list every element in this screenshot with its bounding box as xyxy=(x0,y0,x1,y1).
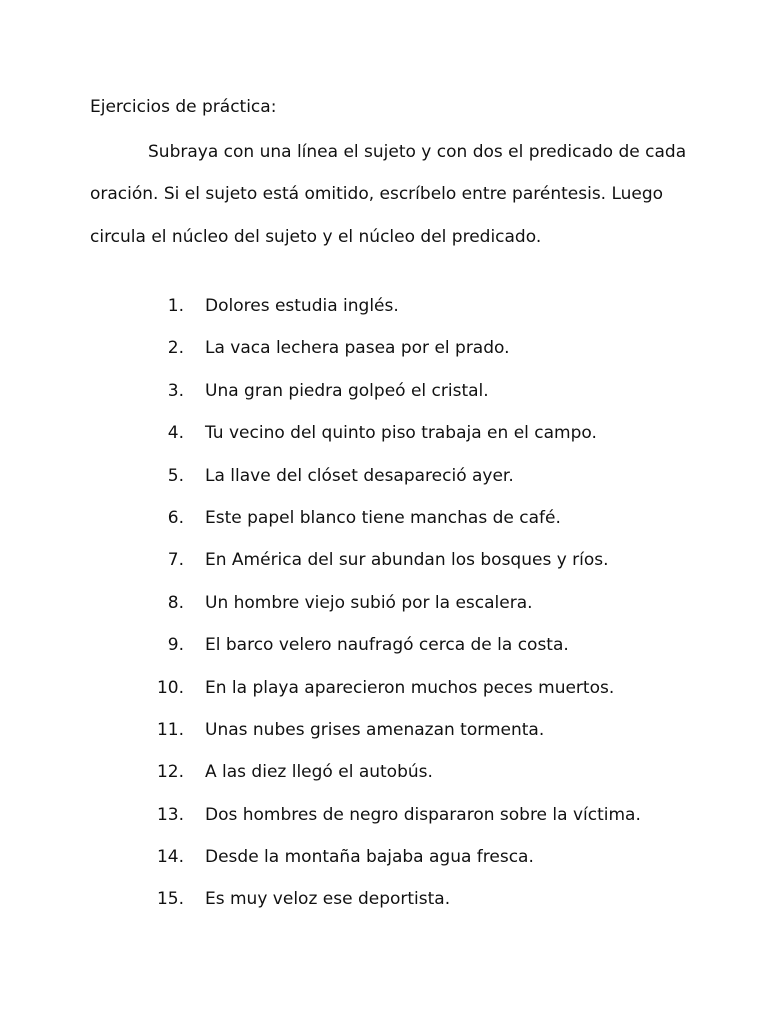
exercise-item xyxy=(150,548,710,590)
item-number: 4. xyxy=(167,423,184,444)
item-number: 15. xyxy=(156,889,184,910)
exercise-item xyxy=(150,718,710,760)
exercise-item xyxy=(150,421,710,463)
item-number: 7. xyxy=(167,550,184,571)
exercise-item xyxy=(150,591,710,633)
item-sentence: La llave del clóset desapareció ayer. xyxy=(205,465,514,486)
exercise-item xyxy=(150,379,710,421)
exercise-item xyxy=(150,845,710,887)
exercise-item xyxy=(150,336,710,378)
item-number: 5. xyxy=(167,465,184,486)
instructions-line: circula el núcleo del sujeto y el núcleo del predicado. xyxy=(90,227,542,247)
item-number: 9. xyxy=(167,635,184,656)
exercise-item xyxy=(150,676,710,718)
item-sentence: Dos hombres de negro dispararon sobre la víctima. xyxy=(205,804,641,825)
item-number: 1. xyxy=(167,296,184,316)
exercise-item xyxy=(150,294,710,336)
exercise-item xyxy=(150,887,710,929)
item-number: 11. xyxy=(156,719,184,740)
item-number: 12. xyxy=(156,762,184,783)
exercise-item xyxy=(150,760,710,802)
exercise-item xyxy=(150,803,710,845)
page-heading: Ejercicios de práctica: xyxy=(90,97,277,117)
exercise-item xyxy=(150,633,710,675)
item-sentence: Este papel blanco tiene manchas de café. xyxy=(205,507,561,528)
item-sentence: La vaca lechera pasea por el prado. xyxy=(205,338,510,359)
item-sentence: Un hombre viejo subió por la escalera. xyxy=(205,592,533,613)
item-number: 2. xyxy=(167,338,184,359)
item-number: 8. xyxy=(167,592,184,613)
item-number: 6. xyxy=(167,507,184,528)
item-sentence: Una gran piedra golpeó el cristal. xyxy=(205,380,489,401)
instructions-line: oración. Si el sujeto está omitido, escríbelo entre paréntesis. Luego xyxy=(90,184,664,204)
item-sentence: Dolores estudia inglés. xyxy=(205,296,399,316)
item-number: 13. xyxy=(156,804,184,825)
item-sentence: Es muy veloz ese deportista. xyxy=(205,889,451,910)
item-sentence: En América del sur abundan los bosques y ríos. xyxy=(205,550,609,571)
item-sentence: Tu vecino del quinto piso trabaja en el campo. xyxy=(205,423,597,444)
exercise-list xyxy=(150,294,710,930)
item-number: 3. xyxy=(167,380,184,401)
item-number: 14. xyxy=(156,847,184,868)
instructions-line: Subraya con una línea el sujeto y con dos el predicado de cada xyxy=(148,142,687,162)
item-sentence: Unas nubes grises amenazan tormenta. xyxy=(205,719,545,740)
item-sentence: El barco velero naufragó cerca de la costa. xyxy=(205,635,569,656)
item-sentence: En la playa aparecieron muchos peces muertos. xyxy=(205,677,615,698)
item-sentence: Desde la montaña bajaba agua fresca. xyxy=(205,847,534,868)
item-sentence: A las diez llegó el autobús. xyxy=(205,762,433,783)
exercise-item xyxy=(150,464,710,506)
exercise-item xyxy=(150,506,710,548)
item-number: 10. xyxy=(156,677,184,698)
